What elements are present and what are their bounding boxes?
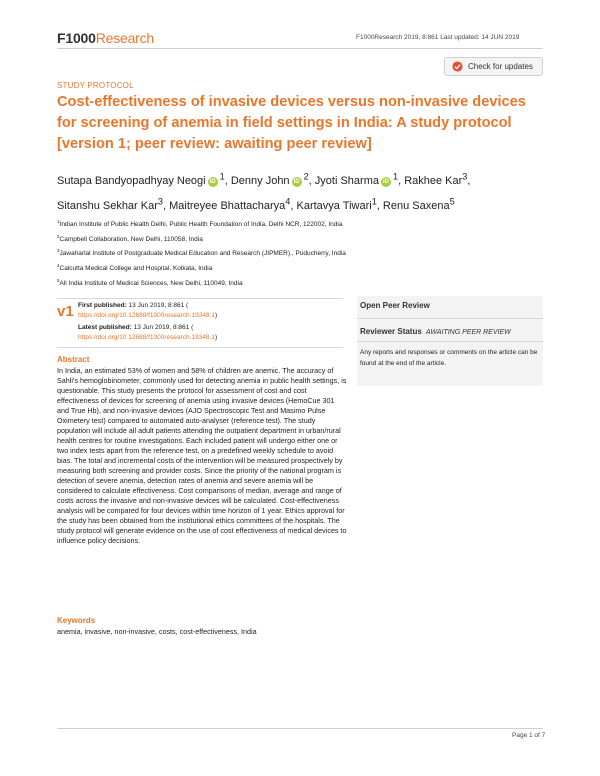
reviewer-status-label: Reviewer Status [360, 327, 422, 336]
check-for-updates-button[interactable] [444, 57, 543, 76]
author-affiliation-number: 1 [392, 171, 399, 181]
orcid-icon[interactable]: iD [209, 178, 216, 185]
author-separator: , [467, 174, 471, 187]
orcid-icon[interactable]: iD [382, 178, 389, 185]
author-separator: , [308, 174, 315, 187]
check-for-updates-label: Check for updates [468, 62, 533, 71]
abstract-heading: Abstract [57, 355, 90, 364]
author-list [57, 166, 547, 217]
abstract-text: In India, an estimated 53% of women and 58% of children are anemic. The accuracy of Sahli's hemoglobinometer, commonly used for detecting anemia in public health settings, is questionable. This study presents the protocol for assessment of cost and cost effectiveness of devices for screening of anemia using invasive devices (HemoCue 301 and True Hb), and non-invasive devices (AJO Spectroscopic Test and Masimo Pulse Oximetery test) compared to automated auto-analyser (reference test). The study population will include all adult patients attending the outpatient department in urban/rural health centres for routine investigations. Each included patient will undergo either one or two index tests apart from the reference test, on a predefined weekly schedule to avoid bias. The total and incremental costs of the intervention will be measured prospectively by measuring both screening and provider costs. Since the priority of the national program is detection of severe anemia, detection rates of anemia and severe anemia will be considered to calculate effectiveness. Cost comparisons of median, average and range of costs across the invasive and non-invasive devices will be calculated. Cost-effectiveness analysis will be compared for four devices within time horizon of 1 year. Ethics approval for the study has been obtained from the institutional ethics committees of the hospitals. The study protocol will generate evidence on the use of cost effectiveness of medical devices to influence policy decisions. [57, 366, 347, 545]
pub-divider-top [57, 298, 343, 299]
latest-published-label: Latest published: [78, 324, 132, 331]
first-published [78, 301, 343, 320]
keywords-text: anemia, invasive, non-invasive, costs, cost-effectiveness, India [57, 627, 257, 636]
author[interactable] [382, 196, 455, 213]
author-name: Sutapa Bandyopadhyay Neogi [57, 174, 206, 187]
affiliation-item [57, 245, 346, 260]
affiliation-text: Indian Institute of Public Health Delhi, Public Health Foundation of India, Delhi NCR, 122002, India [59, 221, 343, 229]
latest-published-doi-link[interactable]: https://doi.org/10.12688/f1000research.19348.1 [78, 333, 215, 341]
affiliation-item [57, 260, 346, 275]
author-name: Denny John [230, 174, 290, 187]
author-name: Jyoti Sharma [314, 174, 379, 187]
affiliation-number: 3 [57, 248, 60, 254]
author[interactable] [230, 171, 315, 187]
reviewer-status [360, 327, 511, 336]
version-badge: v1 [57, 303, 74, 320]
first-published-date: 13 Jun 2019, 8:861 ( [126, 302, 189, 309]
author-affiliation-number: 1 [219, 171, 225, 181]
affiliation-number: 5 [57, 277, 60, 283]
reviewer-status-value: AWAITING PEER REVIEW [425, 329, 511, 336]
logo-research: Research [95, 30, 155, 46]
header-divider [57, 48, 543, 49]
affiliation-text: All India Institute of Medical Sciences, New Delhi, 110049, India [59, 279, 243, 287]
author-name: Sitanshu Sekhar Kar [57, 200, 158, 213]
keywords-heading: Keywords [57, 616, 96, 625]
latest-published-date: 13 Jun 2019, 8:861 ( [131, 324, 194, 331]
author-affiliation-number: 4 [285, 196, 291, 207]
affiliation-text: Campbell Collaboration, New Delhi, 110058, India [59, 235, 203, 243]
author-affiliation-number: 3 [157, 196, 163, 207]
affiliation-item [57, 231, 346, 246]
first-published-label: First published: [78, 302, 127, 309]
crossmark-icon [452, 61, 463, 72]
affiliation-text: Calcutta Medical College and Hospital, Kolkata, India [59, 265, 213, 273]
open-peer-review-heading: Open Peer Review [360, 301, 430, 310]
author-affiliation-number: 2 [303, 171, 309, 181]
latest-published [78, 323, 343, 342]
affiliation-item [57, 216, 346, 231]
footer-divider [57, 728, 543, 729]
author-affiliation-number: 3 [462, 171, 468, 181]
orcid-icon[interactable]: iD [293, 178, 300, 185]
panel-divider-2 [357, 341, 543, 342]
author-name: Maitreyee Bhattacharya [169, 200, 286, 213]
pub-divider-bottom [57, 347, 343, 348]
author-name: Rakhee Kar [404, 174, 463, 187]
affiliation-number: 4 [57, 262, 60, 268]
author-name: Kartavya Tiwari [296, 200, 372, 213]
peer-review-note: Any reports and responses or comments on the article can be found at the end of the article. [360, 349, 538, 367]
panel-divider-1 [357, 318, 543, 319]
journal-logo[interactable] [57, 30, 154, 46]
author[interactable] [404, 171, 471, 187]
affiliations [57, 216, 346, 289]
publication-info [78, 301, 343, 345]
affiliation-text: Jawaharlal Institute of Postgraduate Medical Education and Research (JIPMER)., Puducherry, India [59, 250, 346, 258]
page-number: Page 1 of 7 [512, 732, 546, 739]
author[interactable] [57, 171, 231, 187]
author[interactable] [314, 171, 405, 187]
author-separator: , [290, 200, 297, 213]
logo-f1000: F1000 [57, 30, 96, 46]
author-affiliation-number: 5 [449, 196, 455, 207]
affiliation-number: 1 [57, 219, 60, 224]
author[interactable] [296, 196, 383, 213]
author-separator: , [162, 200, 170, 213]
author[interactable] [57, 196, 170, 213]
author-separator: , [398, 174, 405, 187]
article-type: STUDY PROTOCOL [57, 81, 134, 90]
affiliation-item [57, 275, 346, 290]
author-affiliation-number: 1 [371, 196, 377, 207]
author[interactable] [169, 196, 297, 213]
first-published-close: ) [214, 311, 218, 319]
affiliation-number: 2 [57, 233, 60, 239]
author-separator: , [224, 174, 231, 187]
author-name: Renu Saxena [382, 200, 450, 213]
author-separator: , [376, 200, 383, 213]
article-title: Cost-effectiveness of invasive devices versus non-invasive devices for screening of anemia in field settings in India: A study protocol [version 1; peer review: awaiting peer review] [57, 94, 526, 152]
first-published-doi-link[interactable]: https://doi.org/10.12688/f1000research.19348.1 [78, 311, 215, 319]
latest-published-close: ) [214, 333, 218, 341]
citation-header: F1000Research 2019, 8:861 Last updated: 14 JUN 2019 [356, 34, 520, 41]
